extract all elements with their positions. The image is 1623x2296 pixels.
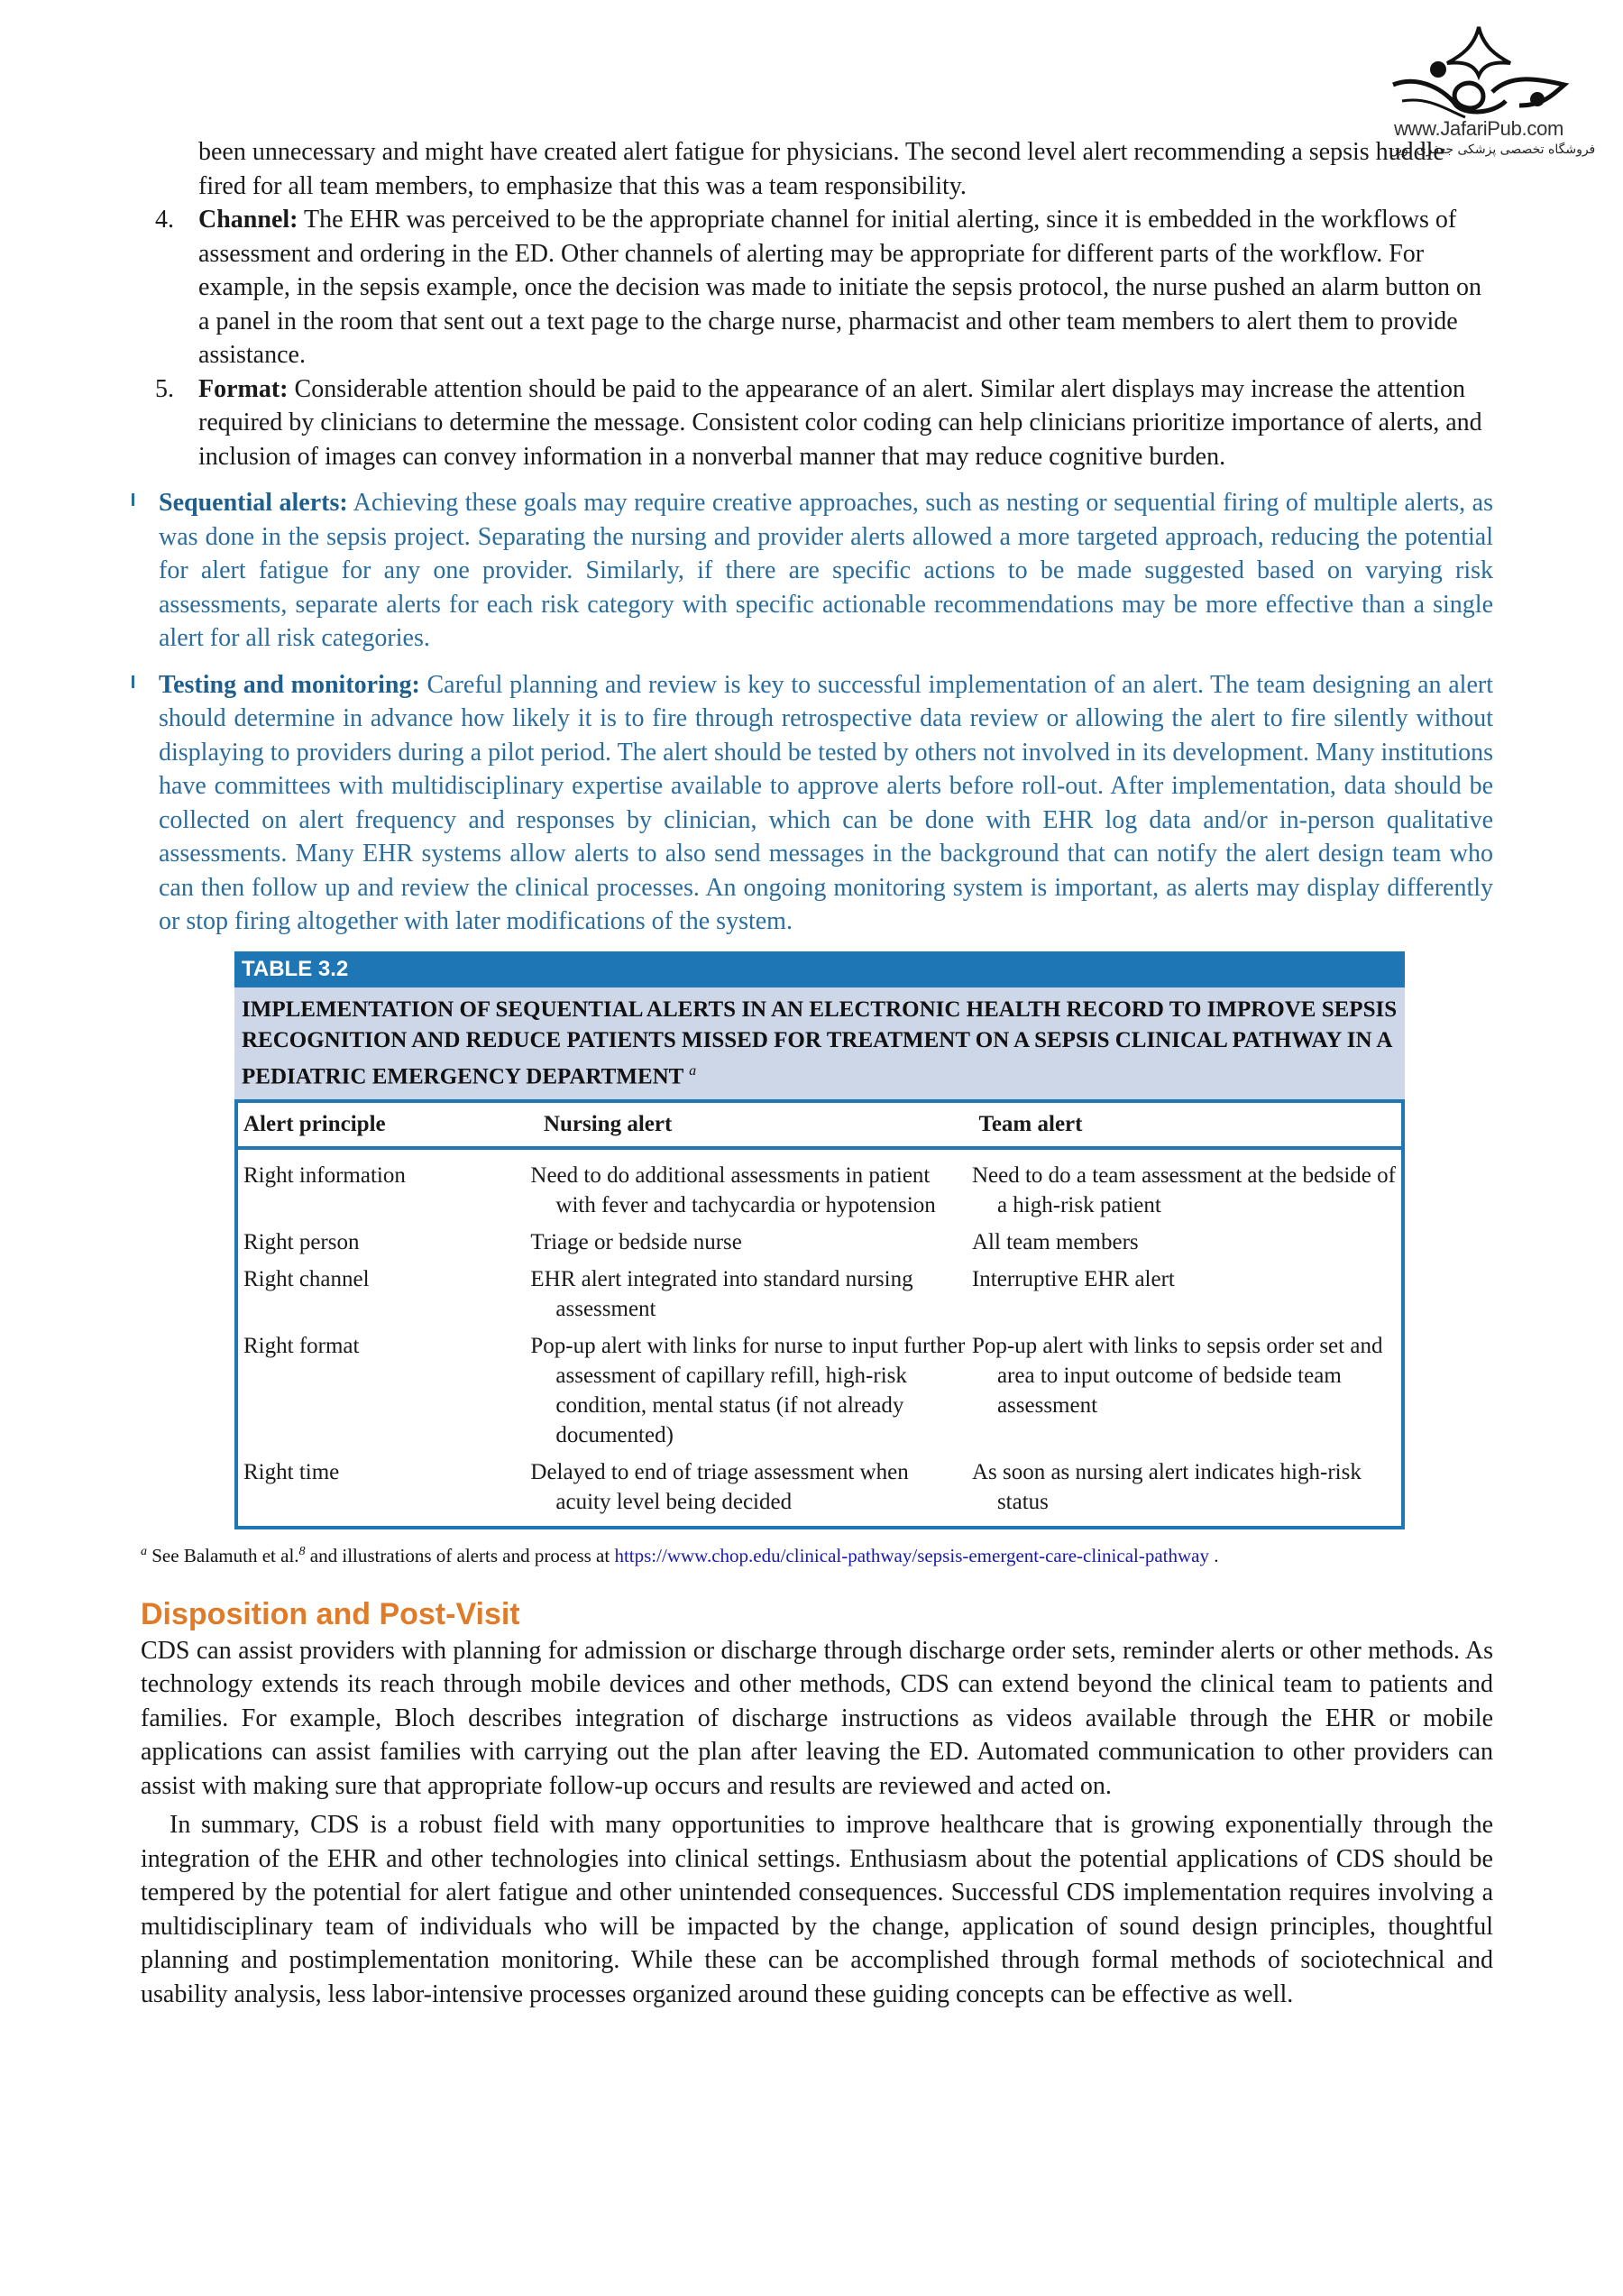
document-page	[141, 135, 1493, 2011]
jafaripub-logo-icon	[1384, 20, 1573, 119]
section-paragraph: CDS can assist providers with planning for admission or discharge through discharge order sets, reminder alerts or other methods. As technology extends its reach through mobile devices and other methods, CDS can extend beyond the clinical team to patients and families. For example, Bloch describes integration of discharge instructions as videos available through the EHR or mobile applications can assist families with carrying out the plan after leaving the ED. Automated communication to other providers can assist with making sure that appropriate follow-up occurs and results are reviewed and acted on.	[141, 1636, 1493, 1800]
column-header-nursing-alert: Nursing alert	[543, 1111, 673, 1136]
list-number: 5.	[155, 374, 174, 403]
cell-nursing: Need to do additional assessments in patient with fever and tachycardia or hypotension	[530, 1162, 936, 1217]
list-number: 4.	[155, 206, 174, 234]
table-row	[238, 1327, 1401, 1454]
watermark-url: www.JafariPub.com	[1393, 117, 1564, 140]
table-body	[238, 1150, 1401, 1526]
list-item-channel	[141, 203, 1493, 372]
table-title	[234, 987, 1405, 1099]
cell-principle: Right information	[243, 1162, 406, 1188]
table-grid	[234, 1099, 1405, 1529]
cell-team: Interruptive EHR alert	[971, 1266, 1175, 1291]
cell-team: Pop-up alert with links to sepsis order set and area to input outcome of bedside team assessment	[971, 1333, 1383, 1418]
column-header-team-alert: Team alert	[978, 1111, 1083, 1136]
table-row	[238, 1224, 1401, 1261]
footnote-marker: a	[141, 1544, 147, 1558]
watermark-tagline: فروشگاه تخصصی پزشکی جعفری نوین	[1389, 142, 1596, 157]
bullet-lead: Sequential alerts:	[159, 489, 348, 517]
list-item-format	[141, 372, 1493, 474]
table-row	[238, 1261, 1401, 1327]
table-label: TABLE 3.2	[234, 951, 1405, 987]
table-row	[238, 1157, 1401, 1224]
bullet-text: Achieving these goals may require creative approaches, such as nesting or sequential firing of multiple alerts, as was done in the sepsis project. Separating the nursing and provider alerts allowed a more targeted approach, reducing the potential for alert fatigue for any one provider. Similarly, if there are specific actions to be made suggested based on varying risk assessments, separate alerts for each risk category with specific actionable recommendations may be more effective than a single alert for all risk categories.	[159, 489, 1493, 652]
footnote-ref[interactable]: 8	[298, 1544, 306, 1558]
list-item-lead: Format:	[198, 374, 289, 403]
footnote-middle: and illustrations of alerts and process at	[305, 1544, 615, 1566]
cell-principle: Right person	[243, 1229, 360, 1254]
table-footnote	[141, 1538, 1493, 1569]
bullet-text: Careful planning and review is key to successful implementation of an alert. The team designing an alert should determine in advance how likely it is to fire through retrospective data review or allowing the alert to fire silently without displaying to providers during a pilot period. The alert should be tested by others not involved in its development. Many institutions have committees with multidisciplinary expertise available to approve alerts before roll-out. After implementation, data should be collected on alert frequency and responses by clinician, which can be done with EHR log data and/or in-person qualitative assessments. Many EHR systems allow alerts to also send messages in the background that can notify the alert design team who can then follow up and review the clinical processes. An ongoing monitoring system is important, as alerts may display differently or stop firing altogether with later modifications of the system.	[159, 670, 1493, 935]
bullet-lead: Testing and monitoring:	[159, 670, 420, 699]
cell-principle: Right time	[243, 1459, 340, 1484]
footnote-prefix: See Balamuth et al.	[147, 1544, 299, 1566]
column-header-alert-principle: Alert principle	[243, 1111, 386, 1136]
cell-team: Need to do a team assessment at the bedside of a high-risk patient	[971, 1162, 1396, 1217]
cell-nursing: Triage or bedside nurse	[530, 1229, 742, 1254]
bullet-marker-icon	[132, 493, 134, 506]
table-title-text: IMPLEMENTATION OF SEQUENTIAL ALERTS IN AN ELECTRONIC HEALTH RECORD TO IMPROVE SEPSIS RECOGNITION AND REDUCE PATIENTS MISSED FOR TREATMENT ON A SEPSIS CLINICAL PATHWAY IN A PEDIATRIC EMERGENCY DEPARTMENT	[242, 996, 1398, 1088]
list-item-text: The EHR was perceived to be the appropriate channel for initial alerting, since it is embedded in the workflows of assessment and ordering in the ED. Other channels of alerting may be appropriate for different parts of the workflow. For example, in the sepsis example, once the decision was made to initiate the sepsis protocol, the nurse pushed an alarm button on a panel in the room that sent out a text page to the charge nurse, pharmacist and other team members to alert them to provide assistance.	[198, 206, 1481, 369]
table-header-row	[238, 1099, 1401, 1150]
section-heading: Disposition and Post-Visit	[141, 1596, 520, 1631]
list-item-continuation: been unnecessary and might have created alert fatigue for physicians. The second level alert recommending a sepsis huddle fired for all team members, to emphasize that this was a team responsibility.	[198, 138, 1444, 200]
list-item-text: Considerable attention should be paid to the appearance of an alert. Similar alert displays may increase the attention required by clinicians to determine the message. Consistent color coding can help clinicians prioritize importance of alerts, and inclusion of images can convey information in a nonverbal manner that may reduce cognitive burden.	[198, 374, 1482, 471]
table-row	[238, 1454, 1401, 1520]
cell-team: As soon as nursing alert indicates high-risk status	[971, 1459, 1362, 1514]
bullet-sequential-alerts	[141, 486, 1493, 656]
table-title-note: a	[689, 1062, 697, 1079]
footnote-suffix: .	[1208, 1544, 1219, 1566]
chop-pathway-link[interactable]: https://www.chop.edu/clinical-pathway/sepsis-emergent-care-clinical-pathway	[614, 1544, 1209, 1566]
cell-nursing: Pop-up alert with links for nurse to input further assessment of capillary refill, high-risk condition, mental status (if not already documented)	[530, 1333, 966, 1447]
bullet-testing-monitoring	[141, 668, 1493, 939]
cell-nursing: Delayed to end of triage assessment when acuity level being decided	[530, 1459, 909, 1514]
cell-nursing: EHR alert integrated into standard nursing assessment	[530, 1266, 913, 1321]
cell-principle: Right channel	[243, 1266, 370, 1291]
cell-principle: Right format	[243, 1333, 360, 1358]
section-paragraph-summary: In summary, CDS is a robust field with many opportunities to improve healthcare that is growing exponentially through the integration of the EHR and other technologies into clinical settings. Enthusiasm about the potential applications of CDS should be tempered by the potential for alert fatigue and other unintended consequences. Successful CDS implementation requires involving a multidisciplinary team of individuals who will be impacted by the change, application of sound design principles, thoughtful planning and postimplementation monitoring. While these can be accomplished through formal methods of sociotechnical and usability analysis, less labor-intensive processes organized around these guiding concepts can be effective as well.	[141, 1811, 1493, 2008]
list-item-lead: Channel:	[198, 206, 298, 234]
table-3-2	[234, 951, 1405, 1529]
cell-team: All team members	[971, 1229, 1139, 1254]
bullet-marker-icon	[132, 675, 134, 688]
